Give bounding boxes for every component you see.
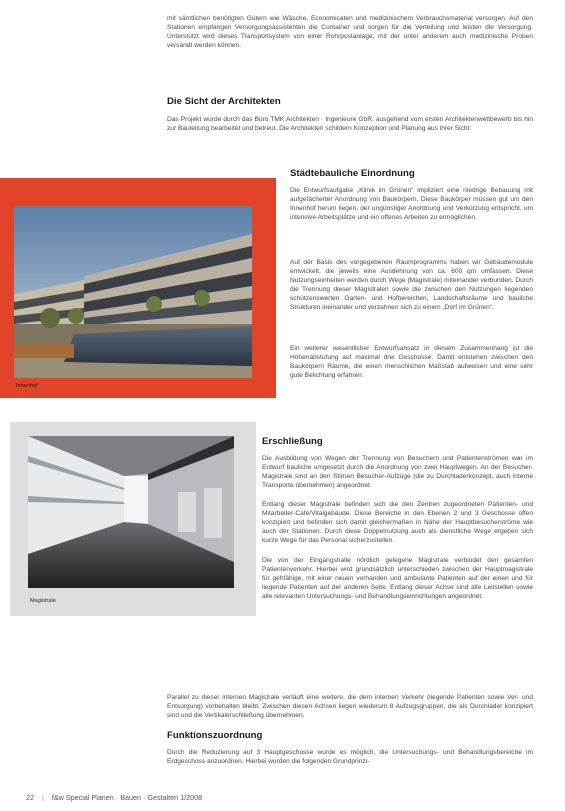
publication-name: f&w Special Planen · Bauen · Gestalten 1/2008 [51,793,203,802]
access-heading: Erschließung [262,436,323,447]
footer-divider: | [42,793,44,802]
access-paragraph-2: Entlang dieser Magistrale befinden sich die den Zentren zugeordneten Patienten- und Mitarbeiter-Café/Vitalgebäude. Diese Bereiche in den Ebenen 2 und 3 Geschosse offen konzipiert und befinden sich damit gleichermaßen in Nähe der Hauptbesucherströme wie auch der Stationen. Durch diese Doppelnutzung auch als dienstliche Wege ergeben sich kurze Wege für das Personal sicherzustellen. [262,501,533,545]
corridor-caption: Magistrale [30,598,56,604]
access-paragraph-1: Die Ausbildung von Wegen der Trennung von Besuchern und Patientenströmen war im Entwurf bauliche umgesetzt durch die Anordnung von zwei Hauptwegen. An der Besucher-Magistrale sind an den Stirnen Besucher-Aufzüge (die zu Durchladerkonzept, auch interne Transporte übernehmen) angeordnet. [262,455,533,490]
urban-paragraph-3: Ein weiterer wesentlicher Entwurfsansatz in diesem Zusammenhang ist die Höhenabstufung auf maximal drei Geschosse. Damit entstehen zwischen den Baukörpern Räume, die einen menschlichen Maßstab aufweisen und eine sehr gute Belichtung erfahren. [290,345,533,380]
courtyard-caption: Innenhof [16,383,38,389]
urban-heading: Städtebauliche Einordnung [290,168,415,179]
function-heading: Funktionszuordnung [167,730,263,741]
intro-paragraph: mit sämtlichen benötigten Gütern wie Wäsche, Economicaten und medizinischem Verbrauchsmaterial versorgen. Auf den Stationen empfangen Versorgungsassistenten die Container und sorgen für die Verteilung und leisten die Versorgung. Unterstützt wird dieses Transportsystem von einer Rohrpostanlage, mit der unter anderem auch medizinische Proben versandt werden können. [167,15,533,50]
corridor-photo-image [28,436,234,588]
courtyard-photo [14,206,252,378]
page-number: 22 [26,793,34,802]
architects-paragraph: Das Projekt wurde durch das Büro TMK Architekten · Ingenieure GbR, ausgehend vom ersten Architektenwettbewerb bis hin zur Bauleitung bearbeitet und betreut. Die Architekten schildern Konzeption und Planung aus ihrer Sicht: [167,116,533,133]
corridor-photo [28,436,234,588]
architects-heading: Die Sicht der Architekten [167,96,281,107]
urban-paragraph-2: Auf der Basis des vorgegebenen Raumprogramms haben wir Gebäudemodule entwickelt, die jeweils eine Ausdehnung von ca. 600 qm umfassen. Diese Nutzungseinheiten werden durch Wege (Magistrale) miteinander verbunden. Durch die Trennung dieser Magistralen sowie die zwischen den Nutzungen liegenden schützenswerten Garten- und Hofbereichen, Landschaftsräume und bauliche Strukturen ineinander und verzahnen sich zu einem „Dorf im Grünen“. [290,259,533,312]
function-paragraph: Durch die Reduzierung auf 3 Hauptgeschosse wurde es möglich, die Untersuchungs- und Behandlungsbereiche im Erdgeschoss anzuordnen. Hierbei wurden die folgenden Grundprinzi- [167,749,533,766]
access-paragraph-3: Die von der Eingangshalle nördlich gelegene Magistrale verbindet den gesamten Patientenverkehr. Hierbei wird grundsätzlich unterschieden zwischen der Hauptmagistrale für gehfähige, mit einer neuen vorhanden und ambulante Patienten auf der einen und für liegende Patienten auf der anderen Seite. Entlang dieser Achse sind alle Leitstellen sowie alle relevanten Untersuchungs- und Behandlungseinrichtungen angeordnet. [262,557,533,601]
page-footer [26,793,208,802]
urban-paragraph-1: Die Entwurfsaufgabe „Klinik im Grünen“ impliziert eine niedrige Bebauung mit aufgefächerter Anordnung von Baukörpern. Diese Baukörper müssen gut um den Innenhof herum liegen, der ungünstiger Anordnung und Verkürzung entspricht, um intensive Arbeitsplätze und ein offenes Arbeiten zu ermöglichen. [290,187,533,222]
access-paragraph-4: Parallel zu dieser internen Magistrale verläuft eine weitere, die dem internen Verkehr (liegende Patienten sowie Ver- und Entsorgung) vorbehalten bleibt. Zwischen diesen Achsen liegen wiederum 8 Aufzugsgruppen, die als Durchlader konzipiert sind und die Vertikalerschließung übernehmen. [167,694,533,720]
courtyard-photo-image [14,206,252,378]
